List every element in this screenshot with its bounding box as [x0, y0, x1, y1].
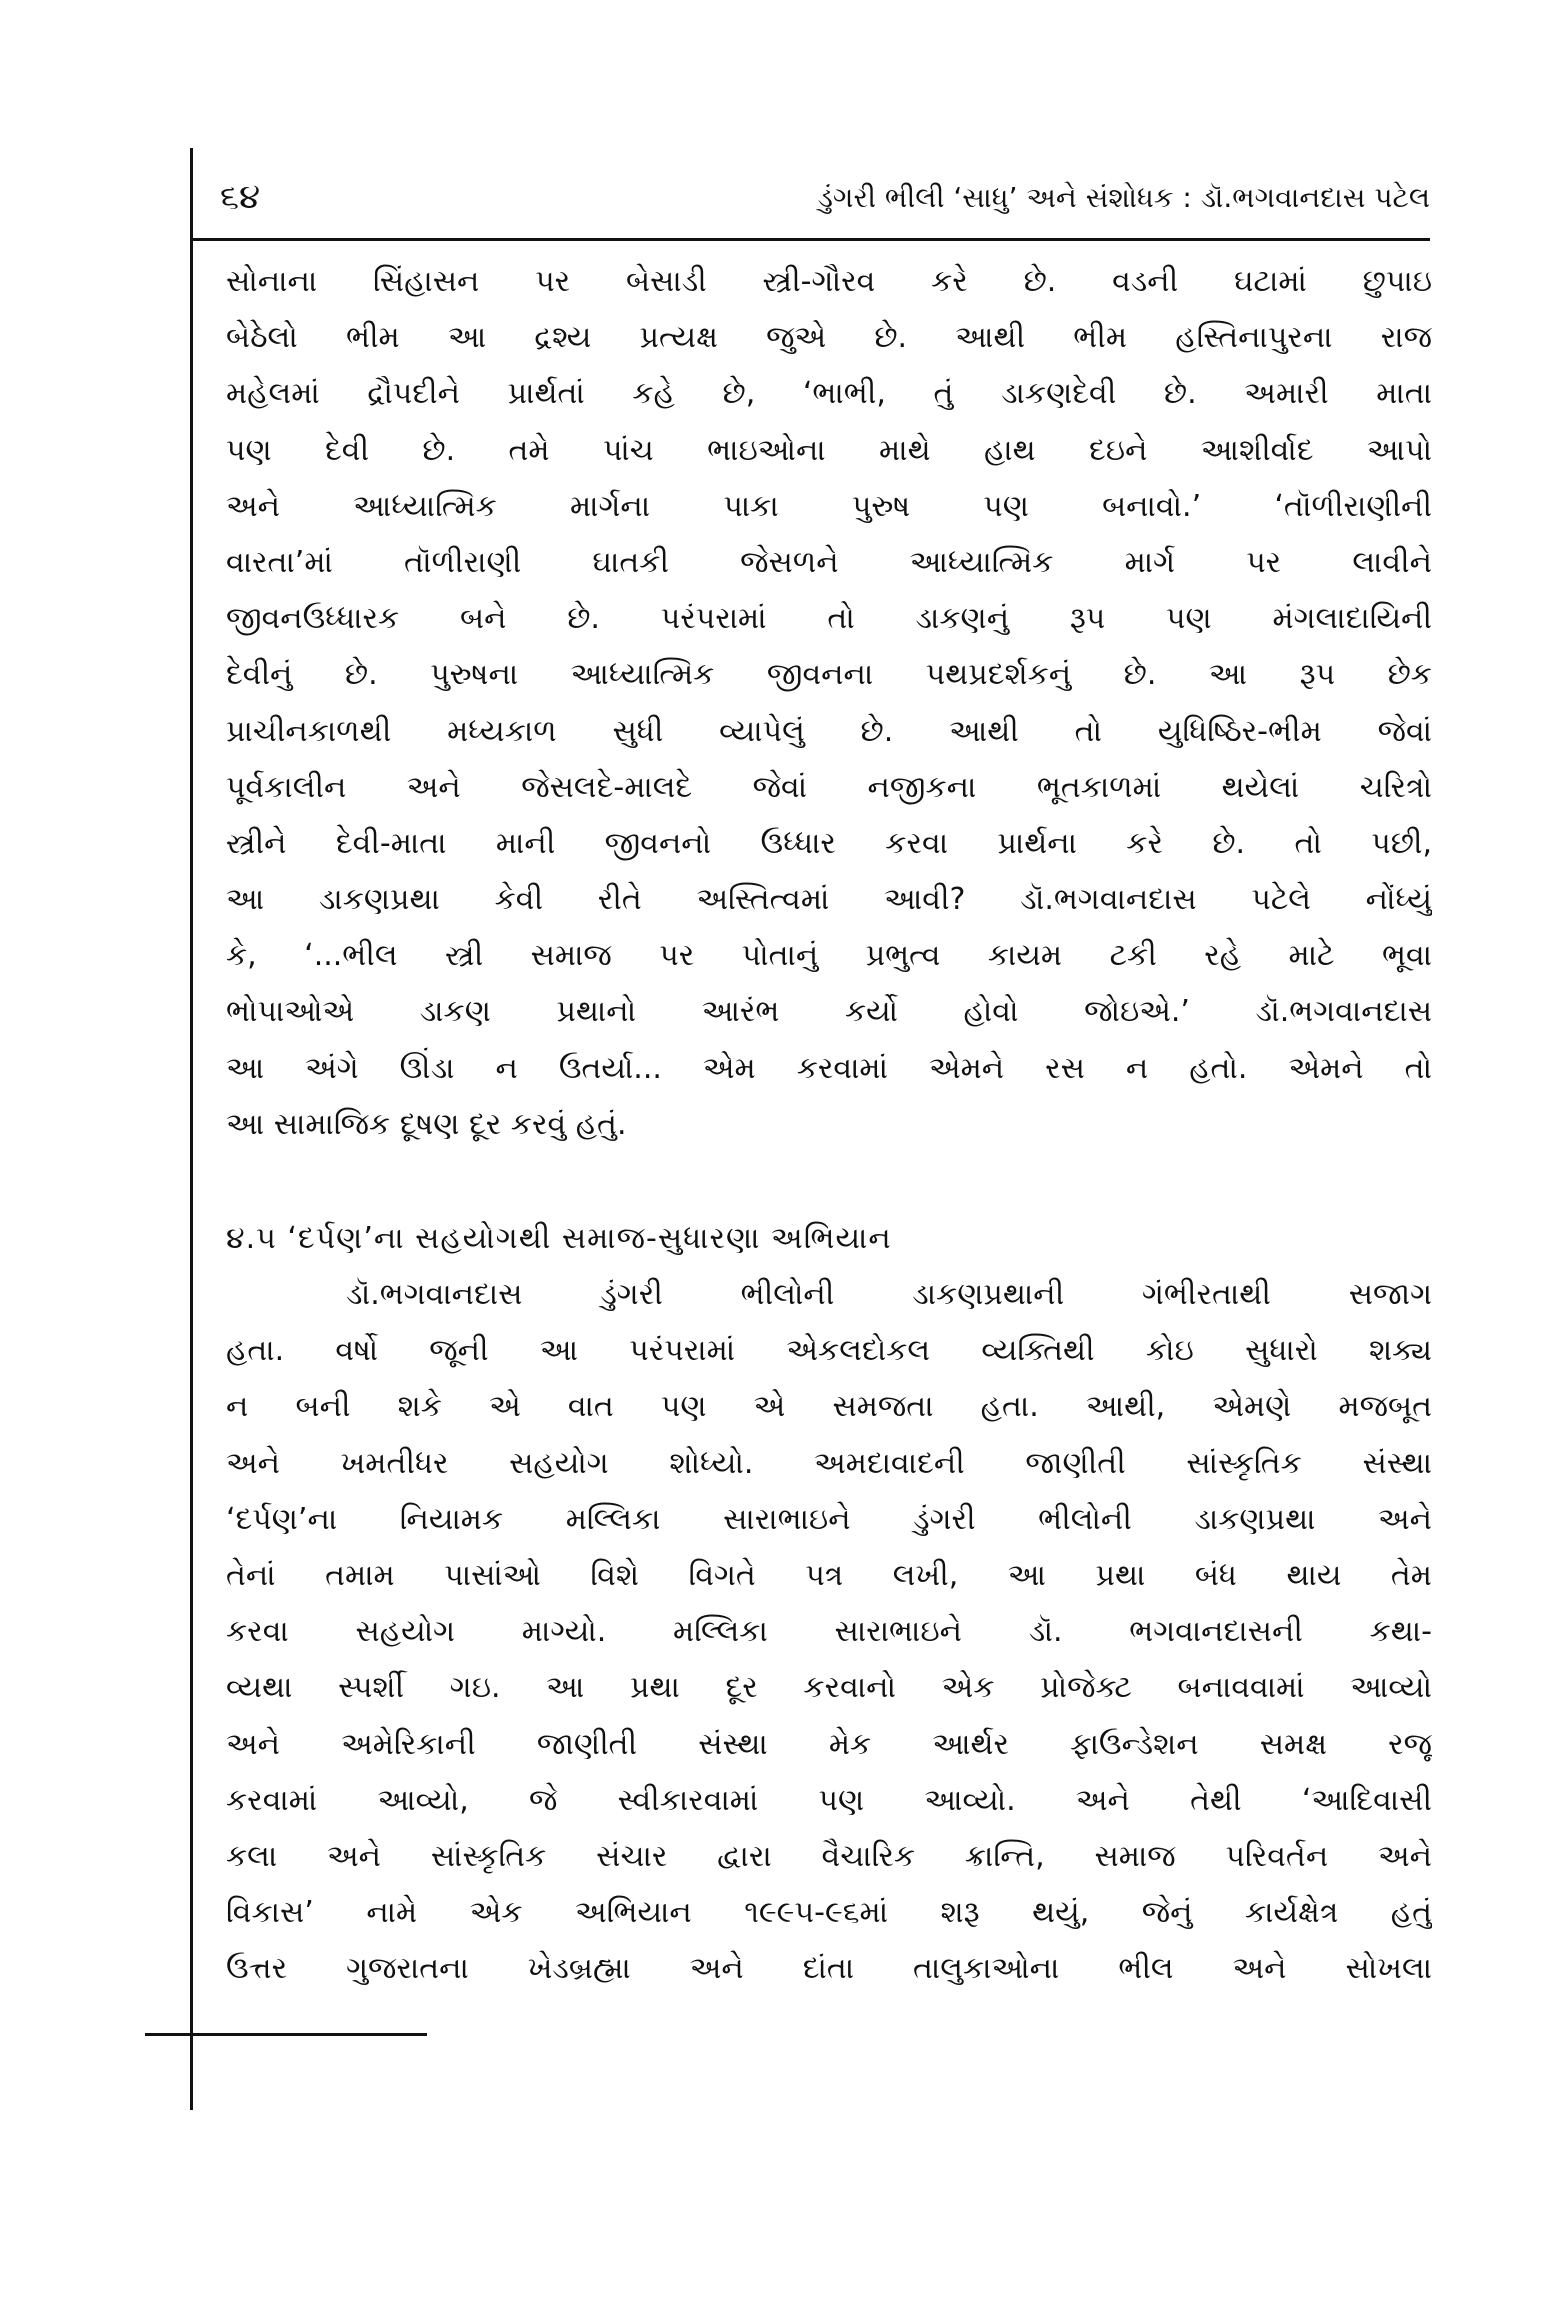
text-line: ‘દર્પણ’ના નિયામક મલ્લિકા સારાભાઇને ડુંગરી ભીલોની ડાકણપ્રથા અને [226, 1501, 1432, 1537]
text-line: તેનાં તમામ પાસાંઓ વિશે વિગતે પત્ર લખી, આ પ્રથા બંધ થાય તેમ [226, 1557, 1432, 1593]
text-line: બેઠેલો ભીમ આ દ્રશ્ય પ્રત્યક્ષ જુએ છે. આથી ભીમ હસ્તિનાપુરના રાજ [226, 320, 1432, 356]
paragraph-1 [226, 254, 1432, 1153]
body-text [226, 254, 1432, 1997]
text-line: કરવામાં આવ્યો, જે સ્વીકારવામાં પણ આવ્યો. અને તેથી ‘આદિવાસી [226, 1782, 1432, 1818]
text-line: વ્યથા સ્પર્શી ગઇ. આ પ્રથા દૂર કરવાનો એક પ્રોજેક્ટ બનાવવામાં આવ્યો [226, 1670, 1432, 1706]
text-line: પ્રાચીનકાળથી મધ્યકાળ સુધી વ્યાપેલું છે. આથી તો યુધિષ્ઠિર-ભીમ જેવાં [226, 713, 1432, 749]
paragraph-gap [226, 1153, 1432, 1211]
text-line: આ અંગે ઊંડા ન ઉતર્યા... એમ કરવામાં એમને રસ ન હતો. એમને તો [226, 1050, 1432, 1086]
text-line: મહેલમાં દ્રૌપદીને પ્રાર્થતાં કહે છે, ‘ભાભી, તું ડાકણદેવી છે. અમારી માતા [226, 376, 1432, 412]
text-line: વારતા’માં તૉળીરાણી ઘાતકી જેસળને આધ્યાત્મિક માર્ગ પર લાવીને [226, 544, 1432, 580]
text-line: કે, ‘...ભીલ સ્ત્રી સમાજ પર પોતાનું પ્રભુત્વ કાયમ ટકી રહે માટે ભૂવા [226, 938, 1432, 974]
text-line: ડૉ.ભગવાનદાસ ડુંગરી ભીલોની ડાકણપ્રથાની ગંભીરતાથી સજાગ [346, 1277, 1432, 1312]
text-line: પૂર્વકાલીન અને જેસલદે-માલદે જેવાં નજીકના ભૂતકાળમાં થયેલાં ચરિત્રો [226, 769, 1432, 805]
text-line: અને ખમતીધર સહયોગ શોધ્યો. અમદાવાદની જાણીતી સાંસ્કૃતિક સંસ્થા [226, 1445, 1432, 1481]
header-rule [190, 238, 1430, 241]
text-line: આ સામાજિક દૂષણ દૂર કરવું હતું. [226, 1106, 627, 1142]
text-line: વિકાસ’ નામે એક અભિયાન ૧૯૯૫-૯૬માં શરૂ થયું, જેનું કાર્યક્ષેત્ર હતું [226, 1895, 1432, 1931]
text-line: ઉત્તર ગુજરાતના ખેડબ્રહ્મા અને દાંતા તાલુકાઓના ભીલ અને સોખલા [226, 1951, 1432, 1987]
footer-rule [145, 2033, 427, 2036]
text-line: અને આધ્યાત્મિક માર્ગના પાકા પુરુષ પણ બનાવો.’ ‘તૉળીરાણીની [226, 488, 1432, 524]
page-number: ૬૪ [220, 177, 261, 217]
text-line: આ ડાકણપ્રથા કેવી રીતે અસ્તિત્વમાં આવી? ડૉ.ભગવાનદાસ પટેલે નોંધ્યું [226, 882, 1432, 918]
text-line: ન બની શકે એ વાત પણ એ સમજતા હતા. આથી, એમણે મજબૂત [226, 1389, 1432, 1425]
text-line: જીવનઉધ્ધારક બને છે. પરંપરામાં તો ડાકણનું રૂપ પણ મંગલાદાયિની [226, 601, 1432, 637]
text-line: પણ દેવી છે. તમે પાંચ ભાઇઓના માથે હાથ દઇને આશીર્વાદ આપો [226, 432, 1432, 468]
left-margin-rule [190, 148, 193, 2110]
text-line: સ્ત્રીને દેવી-માતા માની જીવનનો ઉધ્ધાર કરવા પ્રાર્થના કરે છે. તો પછી, [226, 825, 1432, 861]
text-line: દેવીનું છે. પુરુષના આધ્યાત્મિક જીવનના પથપ્રદર્શકનું છે. આ રૂપ છેક [226, 657, 1432, 693]
section-heading: ૪.૫ ‘દર્પણ’ના સહયોગથી સમાજ-સુધારણા અભિયાન [226, 1221, 892, 1256]
text-line: કરવા સહયોગ માગ્યો. મલ્લિકા સારાભાઇને ડૉ. ભગવાનદાસની કથા- [226, 1614, 1432, 1650]
paragraph-2 [226, 1267, 1432, 1997]
text-line: સોનાના સિંહાસન પર બેસાડી સ્ત્રી-ગૌરવ કરે છે. વડની ઘટામાં છુપાઇ [226, 264, 1432, 299]
page-header [210, 168, 1430, 234]
text-line: કલા અને સાંસ્કૃતિક સંચાર દ્વારા વૈચારિક ક્રાન્તિ, સમાજ પરિવર્તન અને [226, 1838, 1432, 1874]
text-line: અને અમેરિકાની જાણીતી સંસ્થા મેક આર્થર ફાઉન્ડેશન સમક્ષ રજૂ [226, 1726, 1432, 1762]
running-head: ડુંગરી ભીલી ‘સાધુ’ અને સંશોધક : ડૉ.ભગવાનદાસ પટેલ [817, 181, 1430, 214]
text-line: ભોપાઓએ ડાકણ પ્રથાનો આરંભ કર્યો હોવો જોઇએ.’ ડૉ.ભગવાનદાસ [226, 994, 1432, 1030]
text-line: હતા. વર્ષો જૂની આ પરંપરામાં એકલદોકલ વ્યક્તિથી કોઇ સુધારો શક્ય [226, 1333, 1432, 1369]
